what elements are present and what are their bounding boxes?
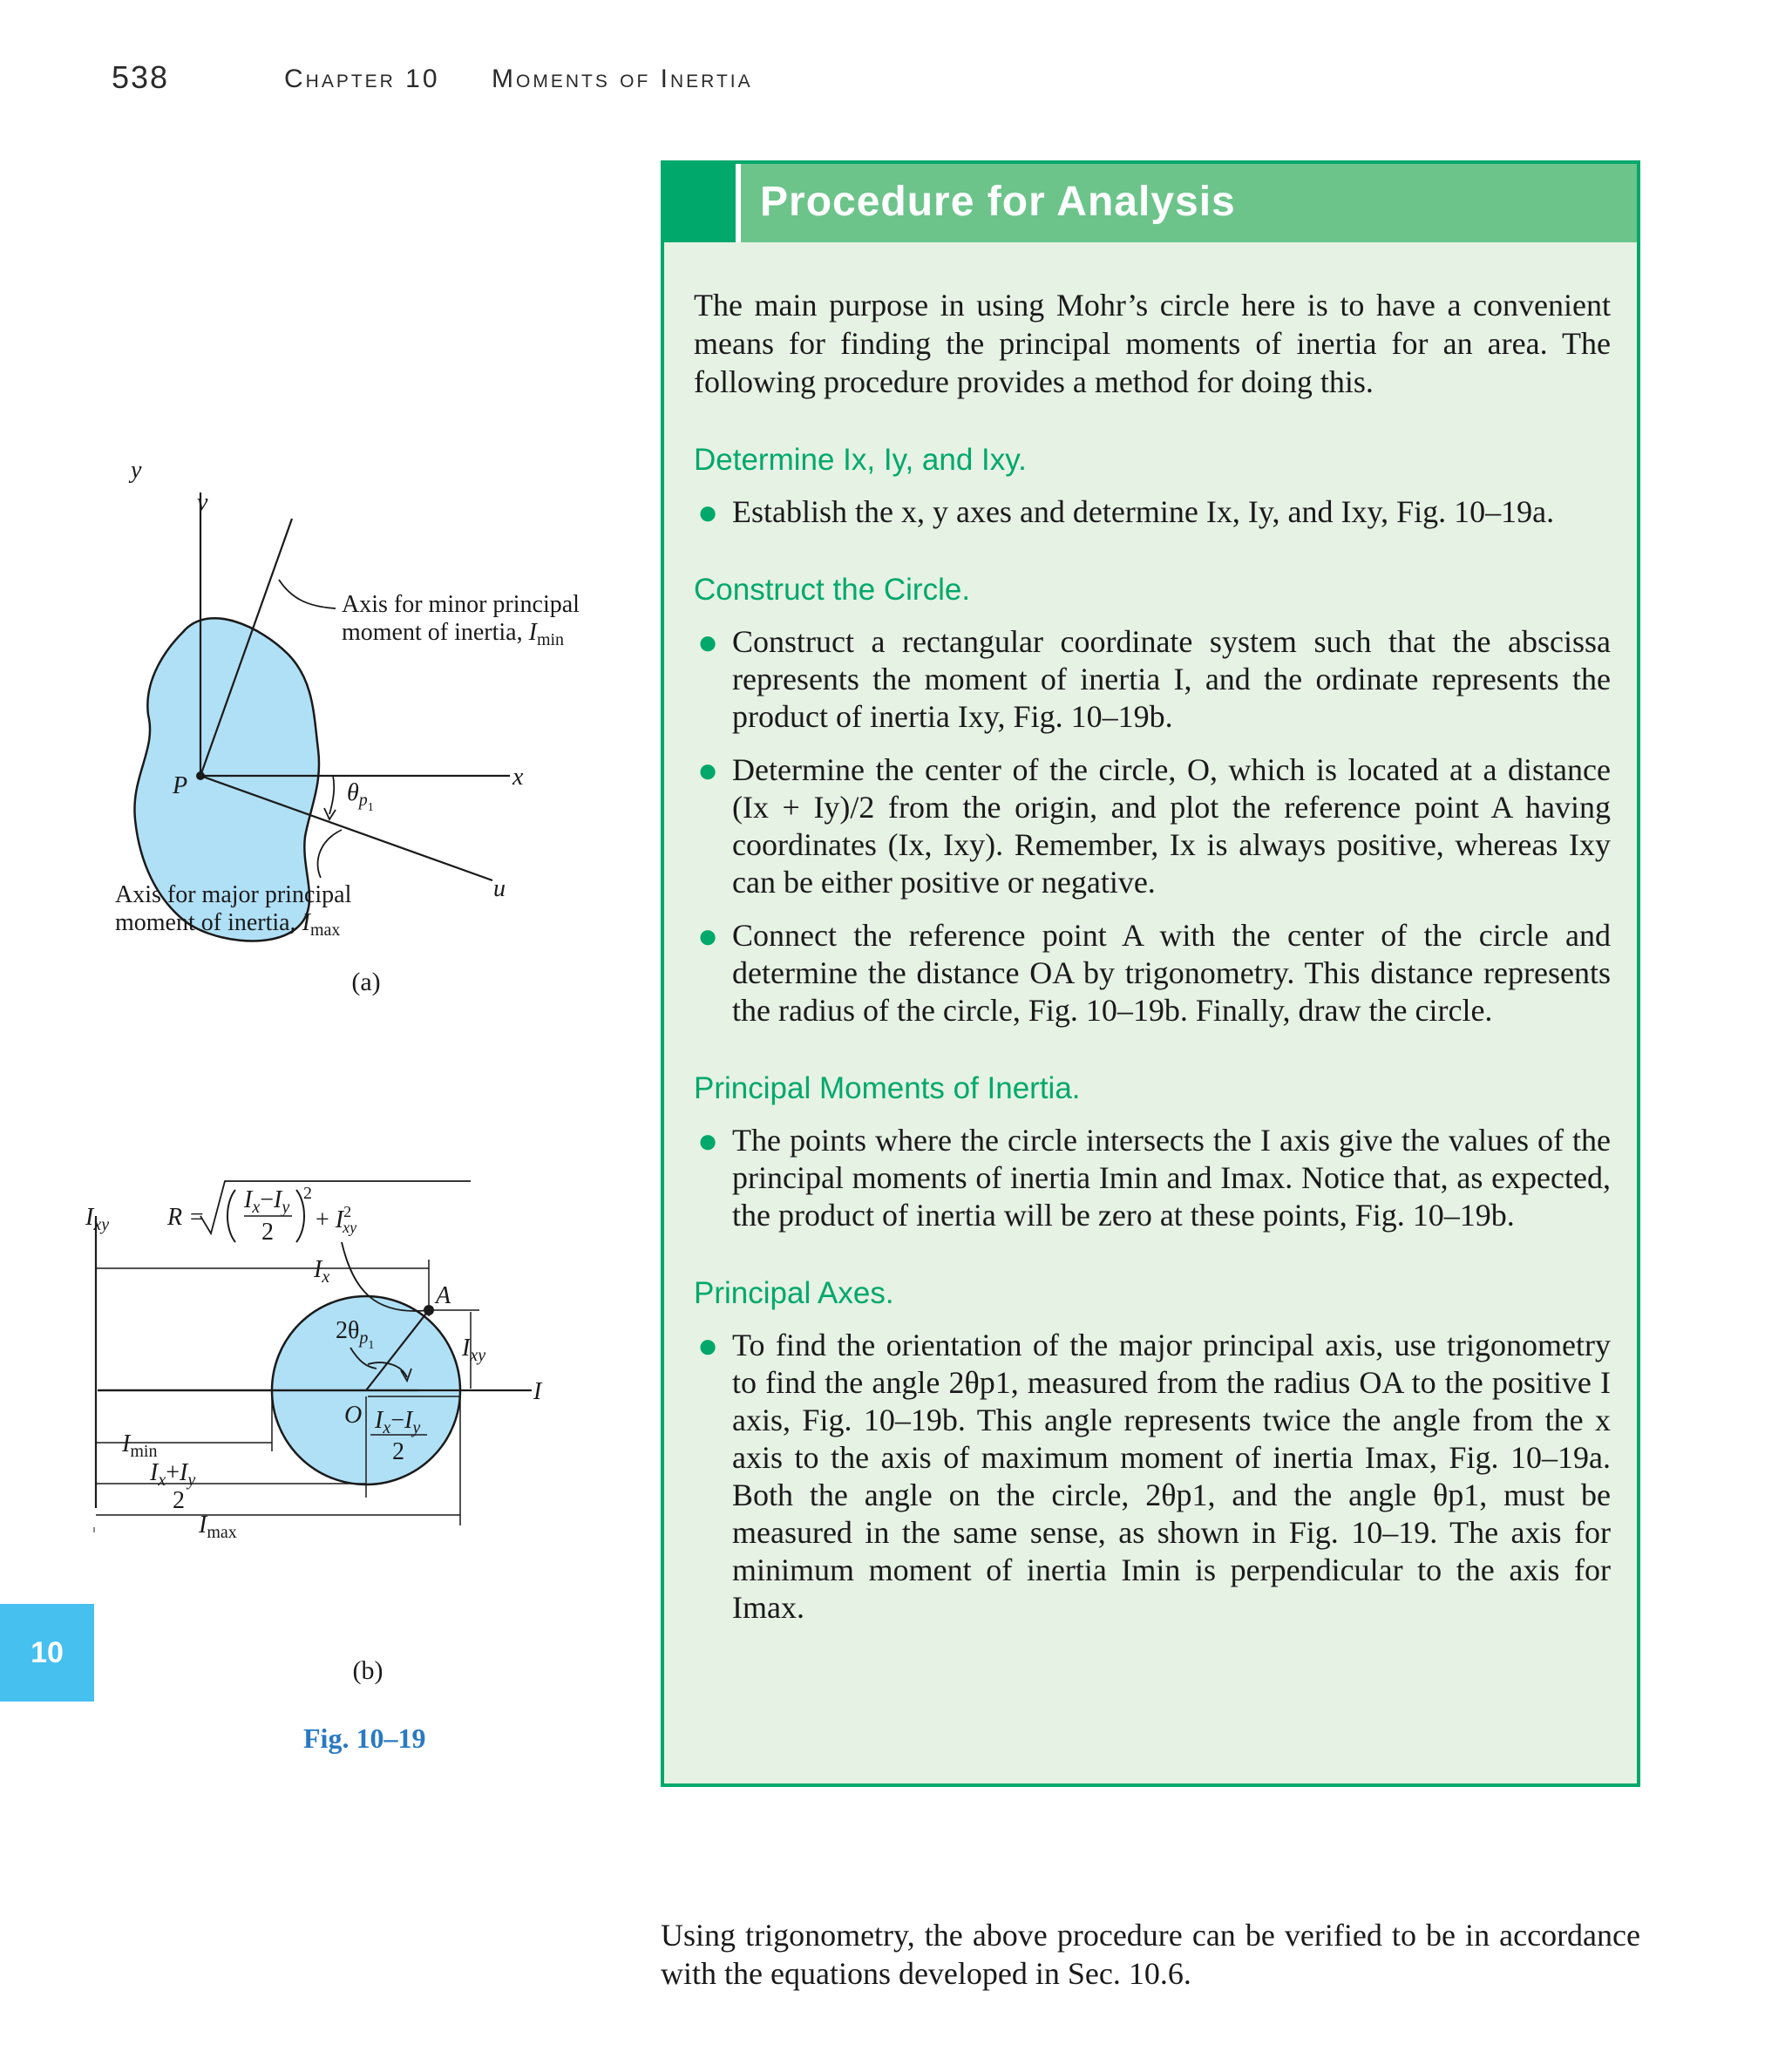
chapter-label: Chapter 10 xyxy=(284,65,440,93)
label-y: y xyxy=(131,457,142,484)
procedure-title: Procedure for Analysis xyxy=(760,179,1236,225)
ixy-dim-label: $I_{xy}$ xyxy=(462,1335,486,1365)
r-numerator: $I_x-I_y$ xyxy=(244,1186,290,1217)
procedure-intro: The main purpose in using Mohr’s circle here is to have a convenient means for finding the principal moments of inertia for an area. The following procedure provides a method for doing this. xyxy=(694,288,1611,399)
closing-paragraph: Using trigonometry, the above procedure can be verified to be in accordance with the equations developed in Sec. 10.6. xyxy=(661,1918,1640,1991)
page-number: 538 xyxy=(112,59,170,95)
bullet-item: ● Connect the reference point A with the center of the circle and determine the distance OA by trigonometry. This distance represents the radius of the circle, Fig. 10–19b. Finally, draw the circle. xyxy=(697,916,1611,1028)
procedure-box xyxy=(661,160,1640,1787)
minor-leader xyxy=(279,580,336,608)
half-diff-den: 2 xyxy=(392,1438,404,1465)
figure-b-label: (b) xyxy=(352,1656,383,1685)
major-leader xyxy=(318,830,342,878)
section-heading-principal-moments: Principal Moments of Inertia. xyxy=(694,1071,1081,1105)
major-label-1: Axis for major principal xyxy=(115,881,352,908)
theta-arc xyxy=(329,776,334,814)
point-p-dot xyxy=(196,771,205,780)
label-p: P xyxy=(173,772,188,799)
minor-label-1: Axis for minor principal xyxy=(342,591,580,618)
bullet-dot: ● xyxy=(697,493,719,532)
theta-label: $\theta_{p1}$ xyxy=(347,779,374,814)
bullet-item: ● Construct a rectangular coordinate system such that the abscissa represents the moment of inertia I, and the ordinate represents the product of inertia Ixy, Fig. 10–19b. xyxy=(697,622,1611,734)
header-accent xyxy=(664,164,736,242)
figure-a-label: (a) xyxy=(351,968,381,996)
imin-label: $I_{min}$ xyxy=(122,1430,158,1461)
r-ixy-term: + $I^2$ xy xyxy=(316,1203,357,1236)
r-denominator: 2 xyxy=(261,1219,274,1246)
ixy-axis-label: $I_{xy}$ xyxy=(85,1204,110,1234)
i-axis-label: I xyxy=(533,1378,542,1405)
avg-den: 2 xyxy=(173,1487,185,1514)
major-label-2: moment of inertia, $I_{max}$ xyxy=(115,909,341,940)
figure-caption: Fig. 10–19 xyxy=(303,1722,426,1754)
ix-label: $I_x$ xyxy=(314,1256,330,1287)
bullet-item: ● The points where the circle intersects the I axis give the values of the principal moments of inertia Imin and Imax. Notice that, as expected, the product of inertia will be zero at these points, Fig. 10–19b. xyxy=(697,1121,1611,1233)
bullet-dot: ● xyxy=(697,1121,719,1160)
label-x: x xyxy=(512,764,524,791)
running-title: Moments of Inertia xyxy=(492,65,753,93)
r-exponent: 2 xyxy=(303,1184,312,1203)
imax-label: $I_{max}$ xyxy=(199,1512,237,1542)
chapter-side-tab: 10 xyxy=(0,1604,94,1702)
procedure-content xyxy=(694,286,1611,1642)
section-heading-determine: Determine Ix, Iy, and Ixy. xyxy=(694,443,1027,477)
minor-label-2: moment of inertia, $I_{min}$ xyxy=(342,619,565,649)
procedure-header xyxy=(664,164,1637,242)
bullet-item: ● Determine the center of the circle, O, which is located at a distance (Ix + Iy)/2 from the origin, and plot the reference point A having coordinates (Ix, Ixy). Remember, Ix is always positive, whereas Ixy can be either positive or negative. xyxy=(697,751,1611,900)
half-diff-num: $I_x-I_y$ xyxy=(375,1407,421,1437)
bullet-dot: ● xyxy=(697,622,719,662)
label-a: A xyxy=(436,1282,451,1309)
r-eq: R = xyxy=(167,1204,205,1231)
section-heading-principal-axes: Principal Axes. xyxy=(694,1276,894,1310)
bullet-dot: ● xyxy=(697,751,719,790)
section-heading-construct: Construct the Circle. xyxy=(694,573,971,607)
header-separator xyxy=(736,164,741,242)
figure-drawing xyxy=(85,453,654,1761)
label-v: v xyxy=(197,489,208,516)
label-o: O xyxy=(344,1402,363,1429)
angle-label: $2\theta_{p1}$ xyxy=(336,1317,375,1352)
bullet-dot: ● xyxy=(697,916,719,955)
figure-10-19 xyxy=(85,453,654,1761)
bullet-dot: ● xyxy=(697,1326,719,1365)
bullet-item: ● Establish the x, y axes and determine Ix, Iy, and Ixy, Fig. 10–19a. xyxy=(697,493,1555,532)
bullet-item: ● To find the orientation of the major principal axis, use trigonometry to find the angle 2θp1, measured from the radius OA to the positive I axis, Fig. 10–19b. This angle represents twice the angle from the x axis to the axis of maximum moment of inertia Imax, Fig. 10–19a. Both the angle on the circle, 2θp1, and the angle θp1, must be measured in the same sense, as shown in Fig. 10–19. The axis for minimum moment of inertia Imin is perpendicular to the axis for Imax. xyxy=(697,1326,1611,1625)
avg-num: $I_x+I_y$ xyxy=(150,1459,196,1490)
label-u: u xyxy=(493,875,506,902)
